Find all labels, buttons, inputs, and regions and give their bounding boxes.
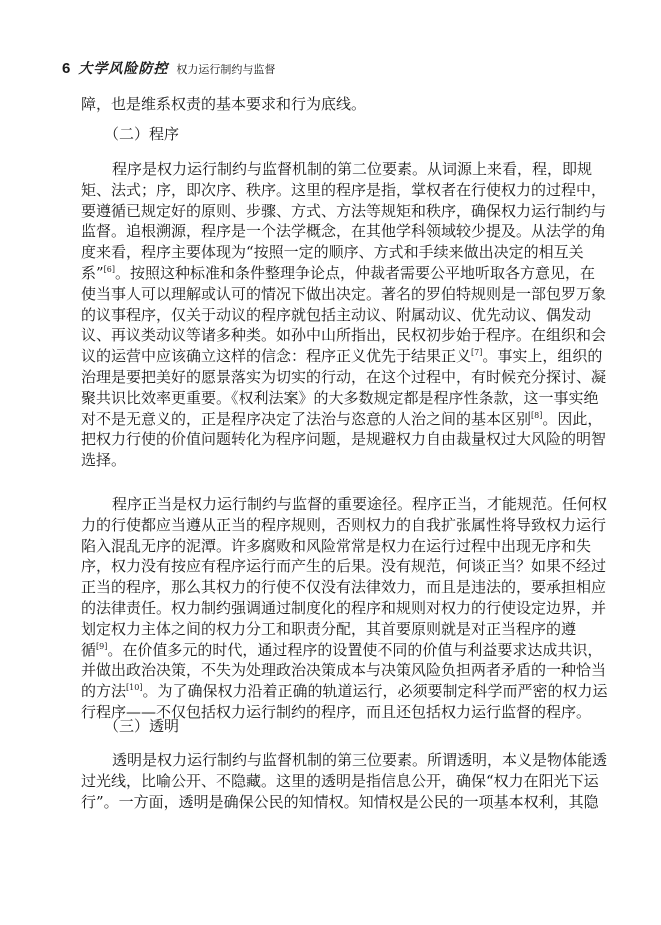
book-title: 权力运行制约与监督	[176, 63, 276, 76]
text-run: 议、再议类动议等诸多种类。如孙中山所指出，民权初步始于程序。在组织和会	[81, 326, 607, 345]
paragraph-line	[81, 242, 584, 262]
paragraph-line	[81, 556, 607, 576]
paragraph-line	[81, 201, 607, 221]
citation-ref: [7]	[471, 348, 483, 358]
paragraph-line	[81, 305, 592, 325]
text-run: 。为了确保权力沿着正确的轨道运行，必须要制定科学而严密的权力运	[142, 682, 608, 701]
text-run: 障，也是维系权责的基本要求和行为底线。	[81, 95, 367, 113]
paragraph-line	[81, 515, 607, 535]
text-run: 系”	[81, 264, 104, 282]
paragraph-line	[81, 388, 599, 408]
text-run: 把权力行使的价值问题转化为程序问题，是规避权力自由裁量权过大风险的明智	[81, 430, 607, 449]
text-run: 使当事人可以理解或认可的情况下做出决定。著名的罗伯特规则是一部包罗万象	[81, 284, 607, 303]
text-run: 的法律责任。权力制约强调通过制度化的程序和规则对权力的行使设定边界，并	[81, 599, 607, 617]
text-run: 度来看，程序主要体现为“按照一定的顺序、方式和手续来做出决定的相互关	[81, 243, 584, 262]
text-run: 矩、法式；序，即次序、秩序。这里的程序是指，掌权者在行使权力的过程中，	[81, 180, 607, 199]
text-run: 过光线，比喻公开、不隐藏。这里的透明是指信息公开，确保“权力在阳光下运	[81, 772, 599, 790]
text-run: 。因此，	[542, 409, 603, 428]
text-run: 划定权力主体之间的权力分工和职责分配，其首要原则就是对正当程序的遵	[81, 619, 577, 638]
paragraph-line	[112, 494, 608, 514]
paragraph-line	[81, 367, 607, 387]
text-run: 循	[81, 640, 97, 659]
paragraph-line	[81, 771, 599, 791]
paragraph-line	[112, 159, 593, 179]
running-header	[62, 58, 275, 78]
paragraph-line	[81, 619, 577, 639]
text-run: 并做出政治决策，不失为处理政治决策成本与决策风险负担两者矛盾的一种恰当	[81, 661, 607, 680]
paragraph-line	[81, 450, 573, 470]
text-run: 议的运营中应该确立这样的信念：程序正义优先于结果正义	[81, 347, 472, 366]
paragraph-line	[81, 94, 573, 114]
paragraph-line	[81, 536, 592, 556]
paragraph-line	[81, 640, 603, 660]
paragraph-line	[81, 681, 608, 701]
citation-ref: [10]	[126, 683, 143, 693]
paragraph-line	[81, 660, 607, 680]
text-run: 序，权力没有按应有程序运行而产生的后果。没有规范，何谈正当？如果不经过	[81, 557, 607, 576]
citation-ref: [6]	[103, 265, 116, 274]
text-run: 陷入混乱无序的泥潭。许多腐败和风险常常是权力在运行过程中出现无序和失	[81, 536, 592, 555]
page-number: 6	[62, 60, 71, 77]
text-run: 。在价值多元的时代，通过程序的设置使不同的价值与利益要求达成共识，	[107, 640, 603, 659]
series-title: 大学风险防控	[78, 61, 169, 77]
section-heading: （三）透明	[104, 717, 180, 735]
text-run: 对不是无意义的，正是程序决定了法治与恣意的人治之间的基本区别	[81, 409, 532, 428]
text-run: 。事实上，组织的	[482, 347, 603, 366]
text-run: 力的行使都应当遵从正当的程序规则，否则权力的自我扩张属性将导致权力运行	[81, 515, 607, 534]
text-run: 。按照这种标准和条件整理争论点，仲裁者需要公平地听取各方意见，在	[115, 264, 596, 282]
text-run: 聚共识比效率更重要。《权利法案》的大多数规定都是程序性条款，这一事实绝	[81, 388, 599, 407]
paragraph-line	[81, 325, 607, 345]
text-run: 的方法	[81, 682, 127, 701]
text-run: 程序是权力运行制约与监督机制的第二位要素。从词源上来看，程，即规	[112, 160, 593, 178]
paragraph-line	[81, 792, 599, 812]
text-run: 正当的程序，那么其权力的行使不仅没有法律效力，而且是违法的，要承担相应	[81, 578, 607, 597]
text-run: 治理是要把美好的愿景落实为切实的行动，在这个过程中，有时候充分探讨、凝	[81, 368, 607, 386]
paragraph-line	[81, 429, 607, 449]
text-run: 透明是权力运行制约与监督机制的第三位要素。所谓透明，本义是物体能透	[112, 751, 608, 769]
text-run: 的议事程序，仅关于动议的程序就包括主动议、附属动议、优先动议、偶发动	[81, 305, 592, 324]
citation-ref: [9]	[96, 641, 108, 651]
paragraph-line	[81, 577, 607, 597]
text-run: 选择。	[81, 451, 127, 470]
citation-ref: [8]	[531, 410, 543, 420]
paragraph-line	[81, 180, 607, 200]
paragraph-line	[81, 598, 607, 618]
paragraph-line	[81, 221, 607, 241]
text-run: 行程序——不仅包括权力运行制约的程序，而且还包括权力运行监督的程序。	[81, 703, 592, 721]
paragraph-line	[81, 409, 603, 429]
text-run: 要遵循已规定好的原则、步骤、方式、方法等规矩和秩序，确保权力运行制约与	[81, 201, 607, 220]
section-heading: （二）程序	[104, 125, 180, 143]
text-run: 程序正当是权力运行制约与监督的重要途径。程序正当，才能规范。任何权	[112, 495, 608, 513]
paragraph-line	[81, 263, 596, 283]
text-run: 行”。一方面，透明是确保公民的知情权。知情权是公民的一项基本权利，其隐	[81, 793, 599, 811]
paragraph-line	[112, 750, 608, 770]
paragraph-line	[81, 346, 603, 366]
text-run: 监督。追根溯源，程序是一个法学概念，在其他学科领域较少提及。从法学的角	[81, 222, 607, 241]
paragraph-line	[81, 284, 607, 304]
